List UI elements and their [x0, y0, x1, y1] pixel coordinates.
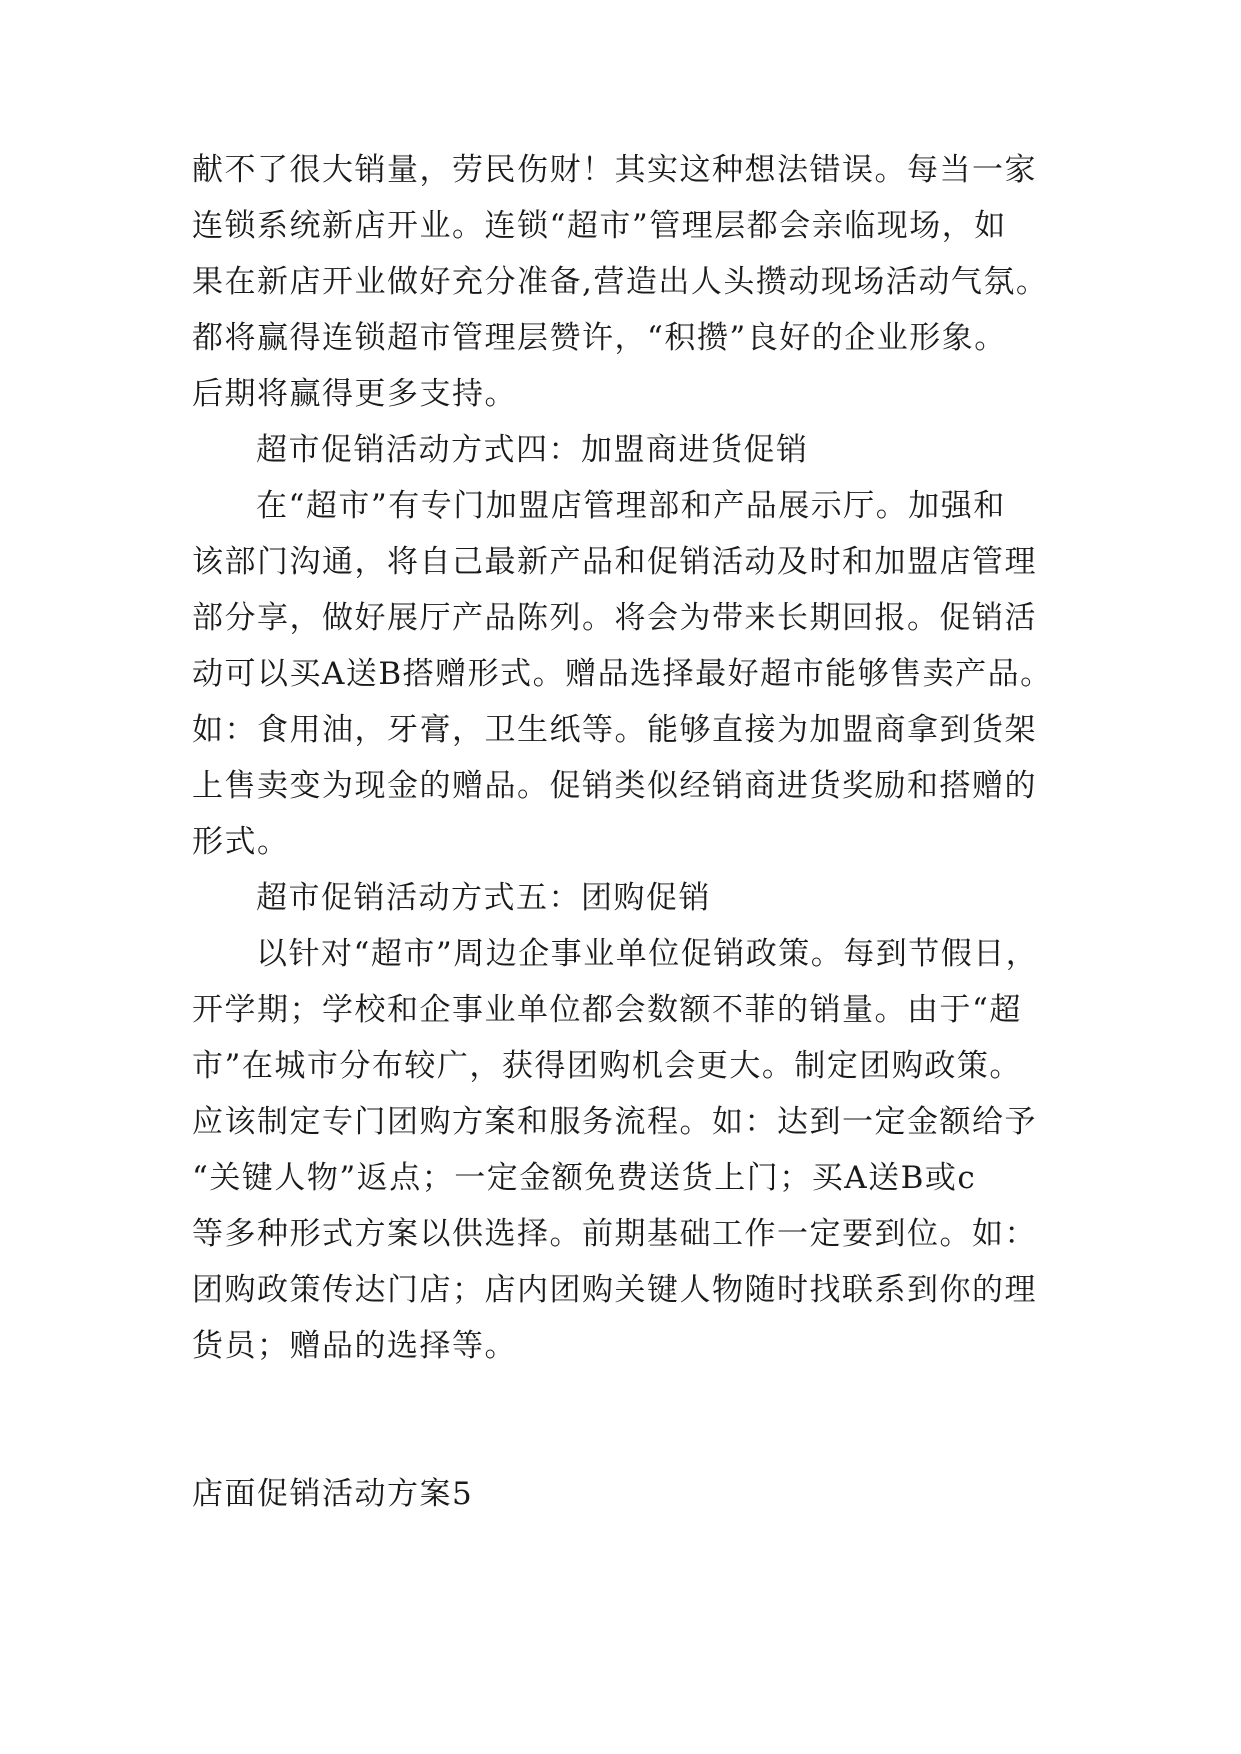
section-title: 店面促销活动方案5	[192, 1476, 474, 1512]
paragraph-line: 等多种形式方案以供选择。前期基础工作一定要到位。如：	[192, 1216, 1037, 1252]
paragraph-line: 果在新店开业做好充分准备,营造出人头攒动现场活动气氛。	[192, 264, 1049, 300]
paragraph-line: 该部门沟通，将自己最新产品和促销活动及时和加盟店管理	[192, 544, 1037, 580]
paragraph-line: 上售卖变为现金的赠品。促销类似经销商进货奖励和搭赠的	[192, 768, 1037, 804]
paragraph-line: 在“超市”有专门加盟店管理部和产品展示厅。加强和	[256, 488, 1006, 524]
paragraph-line: 货员；赠品的选择等。	[192, 1328, 517, 1364]
paragraph-line: 以针对“超市”周边企事业单位促销政策。每到节假日，	[256, 936, 1039, 972]
paragraph-line: 团购政策传达门店；店内团购关键人物随时找联系到你的理	[192, 1272, 1037, 1308]
paragraph-line: 动可以买A送B搭赠形式。赠品选择最好超市能够售卖产品。	[192, 656, 1053, 692]
paragraph-line: 部分享，做好展厅产品陈列。将会为带来长期回报。促销活	[192, 600, 1037, 636]
section-heading: 超市促销活动方式五：团购促销	[256, 880, 711, 916]
paragraph-line: 连锁系统新店开业。连锁“超市”管理层都会亲临现场，如	[192, 208, 1007, 244]
section-heading: 超市促销活动方式四：加盟商进货促销	[256, 432, 809, 468]
paragraph-line: 都将赢得连锁超市管理层赞许，“积攒”良好的企业形象。	[192, 320, 1007, 356]
paragraph-line: “关键人物”返点；一定金额免费送货上门；买A送B或c	[192, 1160, 977, 1196]
paragraph-line: 献不了很大销量，劳民伤财！其实这种想法错误。每当一家	[192, 152, 1037, 188]
paragraph-line: 市”在城市分布较广，获得团购机会更大。制定团购政策。	[192, 1048, 1022, 1084]
paragraph-line: 后期将赢得更多支持。	[192, 376, 517, 412]
paragraph-line: 形式。	[192, 824, 290, 860]
paragraph-line: 开学期；学校和企事业单位都会数额不菲的销量。由于“超	[192, 992, 1022, 1028]
paragraph-line: 应该制定专门团购方案和服务流程。如：达到一定金额给予	[192, 1104, 1037, 1140]
paragraph-line: 如：食用油，牙膏，卫生纸等。能够直接为加盟商拿到货架	[192, 712, 1037, 748]
